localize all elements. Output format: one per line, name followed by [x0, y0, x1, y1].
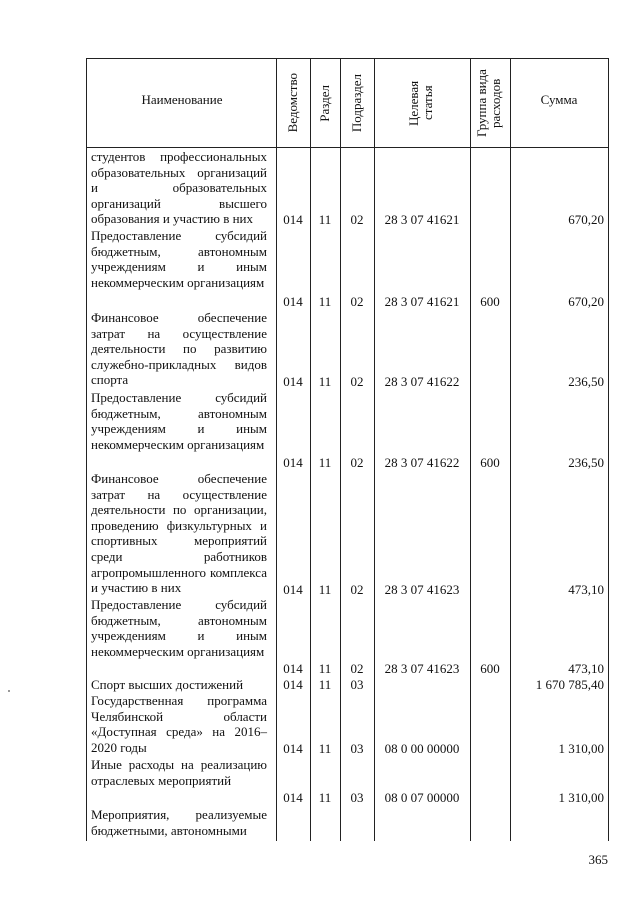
row-razdel: 11 [318, 790, 332, 805]
header-name: Наименование [141, 92, 223, 107]
row-razdel: 11 [318, 294, 332, 309]
row-name: Государственная программа Челябинской области «Доступная среда» на 2016–2020 годы [91, 693, 267, 755]
row-summa: 1 310,00 [558, 790, 604, 805]
header-summa: Сумма [540, 92, 578, 107]
header-celevaya-cell [374, 60, 470, 146]
row-vedomstvo: 014 [283, 294, 303, 309]
row-podrazdel: 02 [350, 374, 364, 389]
col-border-gruppa [510, 58, 511, 841]
row-razdel: 11 [318, 374, 332, 389]
row-razdel: 11 [318, 212, 332, 227]
header-podrazdel-cell [340, 60, 374, 146]
row-summa: 670,20 [568, 294, 604, 309]
row-podrazdel: 02 [350, 294, 364, 309]
row-summa: 473,10 [568, 582, 604, 597]
row-celevaya: 08 0 00 00000 [384, 741, 460, 756]
row-razdel: 11 [318, 661, 332, 676]
row-name: Мероприятия, реализуемые бюджетными, автономными [91, 807, 267, 838]
col-border-right [608, 58, 609, 841]
row-razdel: 11 [318, 741, 332, 756]
row-summa: 1 670 785,40 [535, 677, 604, 692]
row-name: Предоставление субсидий бюджетным, автономным учреждениям и иным некоммерческим организациям [91, 390, 267, 452]
row-podrazdel: 03 [350, 741, 364, 756]
row-razdel: 11 [318, 455, 332, 470]
row-podrazdel: 02 [350, 582, 364, 597]
row-summa: 473,10 [568, 661, 604, 676]
row-summa: 1 310,00 [558, 741, 604, 756]
row-podrazdel: 02 [350, 212, 364, 227]
col-border-razdel [340, 58, 341, 841]
header-razdel-cell [310, 60, 340, 146]
row-podrazdel: 02 [350, 455, 364, 470]
row-name: студентов профессиональных образовательных организаций и образовательных организаций высшего образования и участию в них [91, 149, 267, 227]
row-vedomstvo: 014 [283, 582, 303, 597]
row-celevaya: 28 3 07 41622 [384, 455, 460, 470]
row-celevaya: 28 3 07 41621 [384, 294, 460, 309]
table-top-border [86, 58, 609, 59]
row-vedomstvo: 014 [283, 741, 303, 756]
row-podrazdel: 03 [350, 677, 364, 692]
header-podrazdel: Подраздел [349, 73, 364, 133]
col-border-vedomstvo [310, 58, 311, 841]
row-name: Иные расходы на реализацию отраслевых мероприятий [91, 757, 267, 788]
row-vedomstvo: 014 [283, 790, 303, 805]
row-celevaya: 08 0 07 00000 [384, 790, 460, 805]
row-summa: 236,50 [568, 374, 604, 389]
row-summa: 670,20 [568, 212, 604, 227]
col-border-podrazdel [374, 58, 375, 841]
row-podrazdel: 03 [350, 790, 364, 805]
row-vedomstvo: 014 [283, 661, 303, 676]
row-vedomstvo: 014 [283, 455, 303, 470]
header-celevaya: Целевая статья [406, 80, 435, 126]
col-border-celevaya [470, 58, 471, 841]
header-bottom-border [86, 147, 609, 148]
header-vedomstvo-cell [276, 60, 310, 146]
page-number: 365 [588, 852, 608, 867]
row-vedomstvo: 014 [283, 677, 303, 692]
header-gruppa: Группа вида расходов [474, 69, 503, 137]
col-border-name [276, 58, 277, 841]
row-name: Финансовое обеспечение затрат на осуществление деятельности по организации, проведению физкультурных и спортивных мероприятий среди работников агропромышленного комплекса и участию в них [91, 471, 267, 596]
row-summa: 236,50 [568, 455, 604, 470]
scan-speck [8, 690, 10, 692]
row-razdel: 11 [318, 677, 332, 692]
row-celevaya: 28 3 07 41623 [384, 661, 460, 676]
row-gruppa: 600 [480, 661, 500, 676]
row-name: Финансовое обеспечение затрат на осуществление деятельности по развитию служебно-прикладных видов спорта [91, 310, 267, 388]
row-vedomstvo: 014 [283, 212, 303, 227]
header-razdel: Раздел [317, 84, 332, 122]
row-name: Предоставление субсидий бюджетным, автономным учреждениям и иным некоммерческим организациям [91, 597, 267, 659]
row-podrazdel: 02 [350, 661, 364, 676]
row-vedomstvo: 014 [283, 374, 303, 389]
header-gruppa-cell [470, 60, 510, 146]
row-razdel: 11 [318, 582, 332, 597]
row-gruppa: 600 [480, 455, 500, 470]
row-celevaya: 28 3 07 41622 [384, 374, 460, 389]
header-vedomstvo: Ведомство [285, 73, 300, 133]
row-name: Спорт высших достижений [91, 677, 244, 692]
row-celevaya: 28 3 07 41621 [384, 212, 460, 227]
row-celevaya: 28 3 07 41623 [384, 582, 460, 597]
row-name: Предоставление субсидий бюджетным, автономным учреждениям и иным некоммерческим организациям [91, 228, 267, 290]
col-border-left [86, 58, 87, 841]
row-gruppa: 600 [480, 294, 500, 309]
